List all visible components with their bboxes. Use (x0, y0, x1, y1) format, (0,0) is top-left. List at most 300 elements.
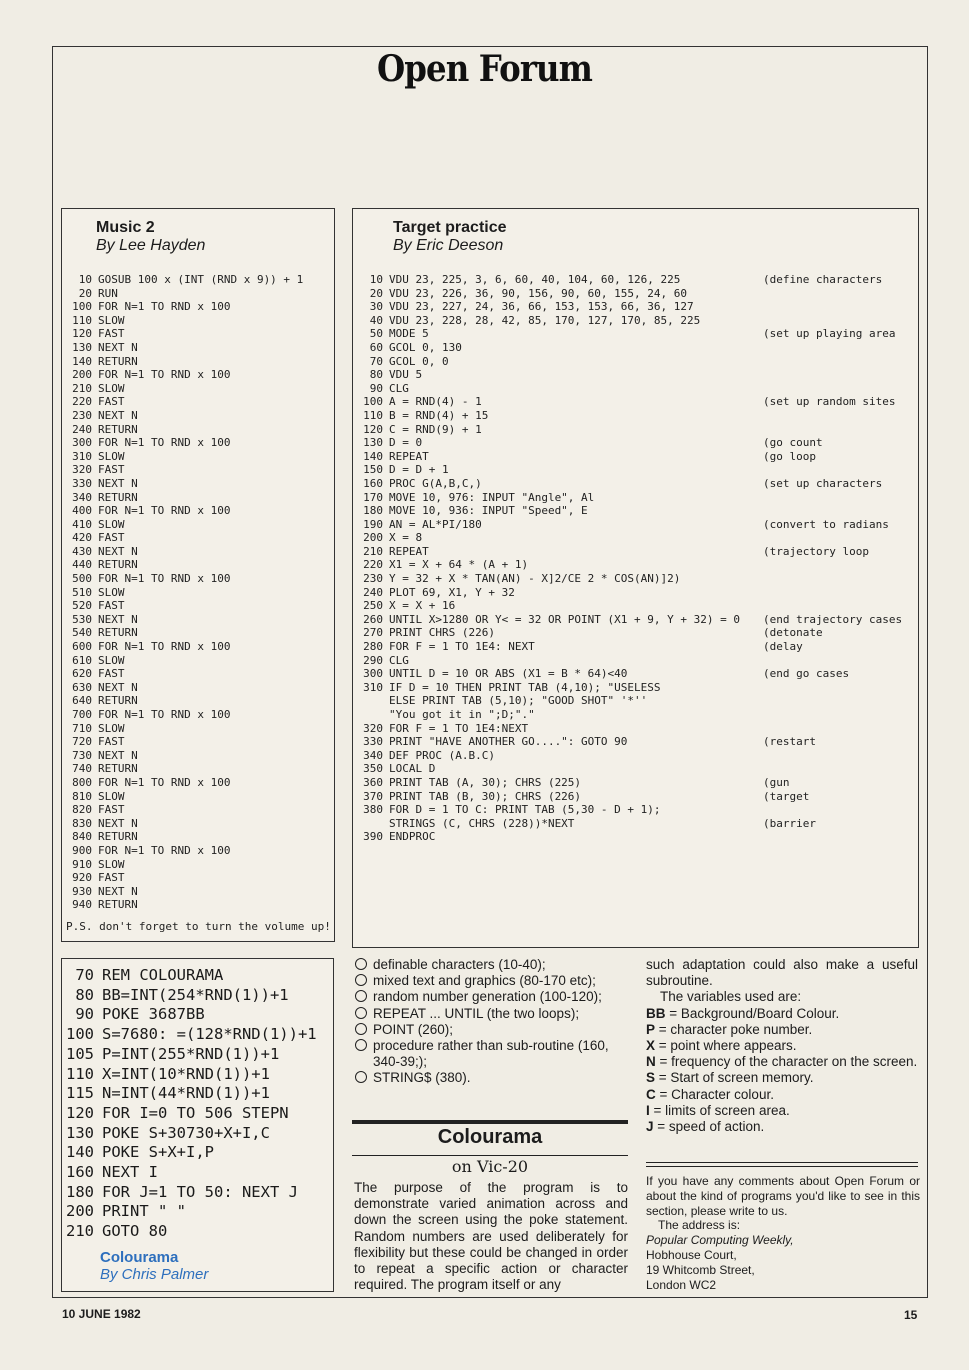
line-code: FAST (98, 735, 125, 749)
line-number: 200 (72, 368, 92, 382)
line-number: 530 (72, 612, 92, 626)
line-code: DEF PROC (A.B.C) (389, 748, 495, 762)
line-code: RETURN (98, 422, 138, 436)
line-number: 330 (363, 735, 383, 749)
bullet-item (355, 1006, 630, 1022)
line-comment: (go count (763, 436, 823, 450)
variable-key: N (646, 1054, 656, 1070)
line-code: B = RND(4) + 15 (389, 408, 489, 422)
line-number: 70 (369, 354, 383, 368)
code-line (64, 1084, 317, 1104)
line-code: FOR J=1 TO 50: NEXT J (102, 1182, 298, 1201)
code-line (64, 817, 303, 831)
target-box (352, 208, 919, 948)
line-code: UNTIL X>1280 OR Y< = 32 OR POINT (X1 + 9, Y + 32) = 0 (389, 612, 740, 626)
line-number: 400 (72, 504, 92, 518)
line-number: 140 (72, 354, 92, 368)
line-number: 280 (363, 640, 383, 654)
line-code: VDU 23, 227, 24, 36, 66, 153, 153, 66, 36, 127 (389, 300, 694, 314)
line-code: FOR N=1 TO RND x 100 (98, 300, 231, 314)
code-line (355, 436, 915, 450)
line-code: REM COLOURAMA (102, 966, 224, 984)
variable-key: P (646, 1021, 656, 1037)
line-code: SLOW (98, 789, 125, 803)
line-code: FOR N=1 TO RND x 100 (98, 504, 231, 518)
code-line (355, 722, 915, 736)
line-number: 310 (363, 680, 383, 694)
colourama-listing (64, 966, 317, 1242)
footer-date: 10 JUNE 1982 (62, 1307, 141, 1321)
code-line (355, 776, 915, 790)
code-line (355, 749, 915, 763)
code-line (64, 368, 303, 382)
line-comment: (detonate (763, 626, 823, 640)
line-number: 820 (72, 803, 92, 817)
line-code: IF D = 10 THEN PRINT TAB (4,10); "USELESS (389, 680, 661, 694)
line-code: X = 8 (389, 531, 423, 545)
line-code: UNTIL D = 10 OR ABS (X1 = B * 64)<40 (389, 667, 628, 681)
bullet-text: procedure rather than sub-routine (160, 340-39;); (373, 1038, 609, 1070)
code-line (64, 1222, 317, 1242)
line-code: FOR F = 1 TO 1E4: NEXT (389, 640, 535, 654)
line-number: 510 (72, 585, 92, 599)
line-code: VDU 23, 228, 28, 42, 85, 170, 127, 170, 85, 225 (389, 313, 701, 327)
line-number: 610 (72, 653, 92, 667)
line-code: PRINT " " (102, 1202, 186, 1221)
line-code: FOR F = 1 TO 1E4:NEXT (389, 721, 529, 735)
line-number: 910 (72, 857, 92, 871)
line-number: 920 (72, 871, 92, 885)
line-code: FAST (98, 667, 125, 681)
line-code: FOR N=1 TO RND x 100 (98, 775, 231, 789)
code-line (64, 871, 303, 885)
code-line (355, 558, 915, 572)
code-line (64, 599, 303, 613)
line-code: PRINT "HAVE ANOTHER GO....": GOTO 90 (389, 735, 628, 749)
code-line (355, 545, 915, 559)
line-number: 940 (72, 898, 92, 912)
code-line (64, 1143, 317, 1163)
code-line (355, 273, 915, 287)
line-number: 390 (363, 830, 383, 844)
line-number: 380 (363, 803, 383, 817)
code-line (355, 477, 915, 491)
line-code: LOCAL D (389, 762, 436, 776)
line-code: SLOW (98, 449, 125, 463)
line-number: 220 (363, 558, 383, 572)
code-line (64, 613, 303, 627)
line-comment: (define characters (763, 273, 883, 286)
code-line (355, 368, 915, 382)
code-line (64, 395, 303, 409)
line-code: FOR N=1 TO RND x 100 (98, 436, 231, 450)
line-code: FAST (98, 599, 125, 613)
line-code: VDU 5 (389, 368, 423, 382)
line-number: 110 (72, 313, 92, 327)
line-number: 230 (363, 572, 383, 586)
colourama-listing-author: By Chris Palmer (100, 1266, 209, 1283)
line-code: NEXT N (98, 680, 138, 694)
line-code: SLOW (98, 585, 125, 599)
line-comment: (end go cases (763, 667, 850, 681)
code-line (355, 572, 915, 586)
line-comment: (gun (763, 775, 790, 789)
line-number: 20 (78, 286, 92, 300)
line-comment: (barrier (763, 816, 816, 830)
line-comment: (set up playing area (763, 327, 896, 341)
target-author: By Eric Deeson (393, 237, 504, 254)
code-line (64, 803, 303, 817)
bullet-item (355, 973, 630, 989)
code-line (64, 844, 303, 858)
line-code: FAST (98, 803, 125, 817)
line-number: 250 (363, 599, 383, 613)
line-number: 260 (363, 612, 383, 626)
line-number: 340 (363, 748, 383, 762)
line-number: 210 (363, 544, 383, 558)
line-code: FOR I=0 TO 506 STEPN (102, 1103, 289, 1122)
line-number: 110 (363, 408, 383, 422)
code-line (64, 463, 303, 477)
line-code: NEXT N (98, 340, 138, 354)
contact-address-1: Hobhouse Court, (646, 1247, 737, 1262)
masthead: Open Forum (376, 48, 593, 90)
circle-bullet-icon (355, 958, 367, 970)
line-code: SLOW (98, 381, 125, 395)
variable-desc: = Background/Board Colour. (669, 1005, 840, 1021)
line-number: 180 (363, 504, 383, 518)
code-line (64, 518, 303, 532)
line-code: RETURN (98, 558, 138, 572)
line-number: 150 (363, 463, 383, 477)
line-number: 440 (72, 558, 92, 572)
line-comment: (end trajectory cases (763, 612, 903, 626)
line-number: 630 (72, 680, 92, 694)
code-line (355, 817, 915, 831)
line-code: NEXT N (98, 816, 138, 830)
contact-rule-2 (646, 1166, 918, 1167)
bullet-item (355, 989, 630, 1005)
code-line (64, 382, 303, 396)
line-number: 170 (363, 490, 383, 504)
code-line (64, 626, 303, 640)
line-number: 620 (72, 667, 92, 681)
code-line (64, 667, 303, 681)
line-number: 350 (363, 762, 383, 776)
line-code: FOR N=1 TO RND x 100 (98, 572, 231, 586)
line-code: GOSUB 100 x (INT (RND x 9)) + 1 (98, 273, 304, 286)
variable-key: C (646, 1086, 656, 1102)
code-line (64, 776, 303, 790)
code-line (355, 599, 915, 613)
variable-row (646, 1022, 918, 1038)
variable-desc: = Character colour. (659, 1086, 774, 1102)
contact-block (646, 1174, 920, 1292)
article-subtitle: on Vic-20 (451, 1157, 529, 1176)
line-number: 340 (72, 490, 92, 504)
variable-desc: = Start of screen memory. (658, 1070, 814, 1086)
line-code: AN = AL*PI/180 (389, 517, 482, 531)
variable-desc: = frequency of the character on the screen. (659, 1054, 918, 1070)
contact-address-2: 19 Whitcomb Street, (646, 1262, 755, 1277)
line-code: RUN (98, 286, 118, 300)
line-code: D = D + 1 (389, 463, 449, 477)
colourama-listing-title: Colourama (100, 1249, 179, 1266)
code-line (64, 273, 303, 287)
bullet-text: STRING$ (380). (373, 1070, 471, 1086)
line-number: 220 (72, 395, 92, 409)
code-line (64, 858, 303, 872)
line-code: VDU 23, 225, 3, 6, 60, 40, 104, 60, 126, 225 (389, 273, 681, 286)
line-number: 430 (72, 544, 92, 558)
code-line (64, 1045, 317, 1065)
line-number: 300 (72, 436, 92, 450)
vars-list (646, 1006, 918, 1136)
code-line (355, 667, 915, 681)
line-number: 140 (66, 1143, 94, 1162)
line-code: VDU 23, 226, 36, 90, 156, 90, 60, 155, 24, 60 (389, 286, 688, 300)
code-line (64, 722, 303, 736)
line-number: 160 (66, 1163, 94, 1182)
line-code: RETURN (98, 694, 138, 708)
line-code: P=INT(255*RND(1))+1 (102, 1044, 280, 1063)
code-line (64, 790, 303, 804)
line-number: 900 (72, 843, 92, 857)
code-line (64, 1183, 317, 1203)
code-line (355, 681, 915, 695)
code-line (64, 966, 317, 986)
variable-key: I (646, 1102, 650, 1118)
code-line (64, 436, 303, 450)
code-line (355, 450, 915, 464)
line-code: REPEAT (389, 449, 429, 463)
code-line (355, 314, 915, 328)
line-number: 90 (75, 1005, 94, 1024)
bullet-text: definable characters (10-40); (373, 957, 546, 972)
line-number: 140 (363, 449, 383, 463)
code-line (355, 708, 915, 722)
line-number: 710 (72, 721, 92, 735)
line-code: MODE 5 (389, 327, 429, 341)
line-number: 210 (66, 1222, 94, 1241)
line-number: 80 (75, 985, 94, 1004)
line-code: FAST (98, 531, 125, 545)
variable-key: X (646, 1038, 656, 1054)
circle-bullet-icon (355, 1071, 367, 1083)
line-number: 80 (369, 368, 383, 382)
bullet-text: REPEAT ... UNTIL (the two loops); (373, 1005, 580, 1021)
code-line (355, 640, 915, 654)
music2-box (61, 208, 335, 942)
line-number: 10 (369, 273, 383, 286)
line-code: POKE S+X+I,P (102, 1143, 214, 1162)
line-number: 420 (72, 531, 92, 545)
code-line (64, 504, 303, 518)
code-line (355, 803, 915, 817)
line-code: STRINGS (C, CHRS (228))*NEXT (389, 816, 575, 830)
code-line (355, 423, 915, 437)
line-number: 600 (72, 640, 92, 654)
code-line (64, 1065, 317, 1085)
variable-row (646, 1087, 918, 1103)
music2-ps: P.S. don't forget to turn the volume up! (66, 920, 331, 933)
feature-bullet-list (355, 957, 630, 1087)
circle-bullet-icon (355, 974, 367, 986)
line-number: 180 (66, 1182, 94, 1201)
code-line (64, 681, 303, 695)
line-code: NEXT N (98, 748, 138, 762)
line-comment: (set up characters (763, 476, 883, 490)
line-code: FOR N=1 TO RND x 100 (98, 708, 231, 721)
variable-desc: = character poke number. (658, 1021, 813, 1037)
line-number: 200 (363, 531, 383, 545)
variable-row (646, 1103, 918, 1119)
line-comment: (target (763, 789, 810, 803)
line-number: 100 (363, 395, 383, 409)
article-continued: such adaptation could also make a useful subroutine. (646, 957, 918, 989)
colourama-listing-box (61, 958, 334, 1292)
line-code: FAST (98, 327, 125, 341)
code-line (355, 382, 915, 396)
line-code: FOR N=1 TO RND x 100 (98, 843, 231, 857)
line-number: 320 (363, 721, 383, 735)
line-code: POKE S+30730+X+I,C (102, 1123, 270, 1142)
code-line (355, 626, 915, 640)
line-number: 10 (78, 273, 92, 286)
code-line (64, 314, 303, 328)
code-line (64, 450, 303, 464)
article-top-rule (352, 1120, 628, 1124)
code-line (64, 287, 303, 301)
code-line (64, 355, 303, 369)
line-number: 130 (72, 340, 92, 354)
variable-row (646, 1070, 918, 1086)
line-code: PLOT 69, X1, Y + 32 (389, 585, 515, 599)
line-code: A = RND(4) - 1 (389, 395, 482, 409)
line-code: NEXT N (98, 408, 138, 422)
code-line (355, 586, 915, 600)
code-line (355, 327, 915, 341)
bullet-item (355, 1070, 630, 1086)
line-code: FAST (98, 871, 125, 885)
code-line (64, 640, 303, 654)
line-number: 70 (75, 966, 94, 984)
line-code: GCOL 0, 0 (389, 354, 449, 368)
code-line (355, 654, 915, 668)
line-code: FOR D = 1 TO C: PRINT TAB (5,30 - D + 1); (389, 803, 661, 817)
line-number: 300 (363, 667, 383, 681)
line-code: NEXT I (102, 1163, 158, 1182)
line-code: NEXT N (98, 544, 138, 558)
line-number: 240 (72, 422, 92, 436)
line-number: 100 (66, 1025, 94, 1044)
code-line (355, 355, 915, 369)
music2-title: Music 2 (96, 219, 155, 236)
code-line (64, 708, 303, 722)
code-line (64, 327, 303, 341)
line-code: FAST (98, 463, 125, 477)
contact-address-3: London WC2 (646, 1277, 717, 1292)
line-number: 210 (72, 381, 92, 395)
line-number: 130 (363, 436, 383, 450)
code-line (64, 1104, 317, 1124)
code-line (64, 885, 303, 899)
line-number: 700 (72, 708, 92, 721)
code-line (64, 1202, 317, 1222)
code-line (355, 491, 915, 505)
line-code: FOR N=1 TO RND x 100 (98, 640, 231, 654)
line-code: CLG (389, 381, 409, 395)
line-number: 120 (66, 1103, 94, 1122)
code-line (355, 409, 915, 423)
code-line (64, 572, 303, 586)
code-line (64, 1124, 317, 1144)
code-line (64, 1005, 317, 1025)
line-code: ELSE PRINT TAB (5,10); "GOOD SHOT" '*'' (389, 694, 648, 708)
footer-page-number: 15 (904, 1308, 918, 1322)
code-line (355, 735, 915, 749)
code-line (64, 694, 303, 708)
line-number: 640 (72, 694, 92, 708)
line-number: 720 (72, 735, 92, 749)
line-number: 50 (369, 327, 383, 341)
code-line (64, 898, 303, 912)
line-code: POKE 3687BB (102, 1005, 205, 1024)
code-line (64, 423, 303, 437)
line-code: ENDPROC (389, 830, 436, 844)
line-code: BB=INT(254*RND(1))+1 (102, 985, 289, 1004)
code-line (64, 491, 303, 505)
line-code: PRINT CHRS (226) (389, 626, 495, 640)
code-line (355, 531, 915, 545)
line-code: SLOW (98, 653, 125, 667)
line-number: 330 (72, 476, 92, 490)
line-number: 100 (72, 300, 92, 314)
line-number: 40 (369, 313, 383, 327)
code-line (64, 409, 303, 423)
line-comment: (trajectory loop (763, 544, 869, 558)
bullet-item (355, 1038, 630, 1070)
code-line (64, 1025, 317, 1045)
code-line (355, 830, 915, 844)
line-code: RETURN (98, 626, 138, 640)
contact-address-intro: The address is: (658, 1218, 741, 1233)
line-number: 20 (369, 286, 383, 300)
code-line (355, 287, 915, 301)
code-line (64, 545, 303, 559)
line-number: 370 (363, 789, 383, 803)
code-line (355, 341, 915, 355)
line-code: X = X + 16 (389, 599, 456, 613)
article-mid-rule (352, 1155, 628, 1156)
code-line (355, 504, 915, 518)
line-number: 130 (66, 1123, 94, 1142)
bullet-item (355, 1022, 630, 1038)
line-code: PRINT TAB (B, 30); CHRS (226) (389, 789, 582, 803)
line-comment: (set up random sites (763, 395, 896, 409)
line-code: MOVE 10, 976: INPUT "Angle", Al (389, 490, 595, 504)
article-continued-column (646, 957, 918, 1135)
variable-row (646, 1054, 918, 1070)
line-code: FAST (98, 395, 125, 409)
contact-text: If you have any comments about Open Forum or about the kind of programs you'd like to see in this section, please write to us. (646, 1174, 920, 1218)
variable-desc: = speed of action. (657, 1119, 765, 1135)
variable-desc: = point where appears. (658, 1038, 797, 1054)
line-number: 520 (72, 599, 92, 613)
line-comment: (convert to radians (763, 517, 889, 531)
line-number: 160 (363, 476, 383, 490)
variable-row (646, 1038, 918, 1054)
